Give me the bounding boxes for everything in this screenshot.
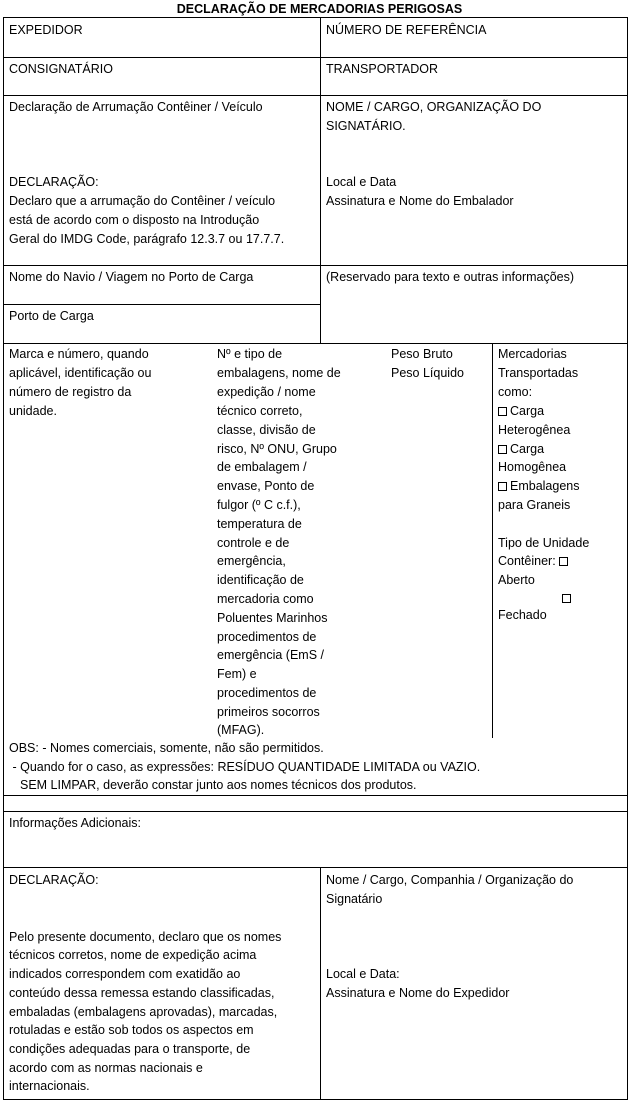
arrumacao-heading: Declaração de Arrumação Contêiner / Veículo: [9, 100, 263, 114]
embalagens-text: controle e de: [217, 536, 290, 550]
embalagens-text: Nº e tipo de: [217, 347, 283, 361]
declaracao-final-label: DECLARAÇÃO:: [9, 873, 99, 887]
grid-line: [3, 95, 628, 96]
aberto-label: Aberto: [498, 573, 535, 587]
peso-liquido-label: Peso Líquido: [391, 366, 464, 380]
embalagens-text: temperatura de: [217, 517, 302, 531]
option-label: Embalagens: [510, 479, 580, 493]
signatario-final-text: Nome / Cargo, Companhia / Organização do: [326, 873, 574, 887]
option-label: Carga: [510, 404, 545, 418]
declaracao-final-text: embaladas (embalagens aprovadas), marcadas,: [9, 1005, 278, 1019]
obs-text: - Quando for o caso, as expressões: RESÍDUO QUANTIDADE LIMITADA ou VAZIO.: [9, 760, 481, 774]
embalagens-text: procedimentos de: [217, 686, 317, 700]
carga-homogenea-option[interactable]: [498, 440, 544, 459]
embalagens-text: Fem) e: [217, 667, 257, 681]
option-label: Carga: [510, 442, 545, 456]
form-title: DECLARAÇÃO DE MERCADORIAS PERIGOSAS: [176, 2, 463, 16]
mercadorias-text: Transportadas: [498, 366, 579, 380]
declaracao-final-text: conteúdo dessa remessa estando classificadas,: [9, 986, 275, 1000]
arrumacao-text: Geral do IMDG Code, parágrafo 12.3.7 ou 17.7.7.: [9, 232, 285, 246]
peso-bruto-label: Peso Bruto: [391, 347, 453, 361]
embalagens-text: Poluentes Marinhos: [217, 611, 328, 625]
embalagens-text: classe, divisão de: [217, 423, 316, 437]
embalagens-text: técnico correto,: [217, 404, 303, 418]
embalagens-text: mercadoria como: [217, 592, 314, 606]
declaracao-final-text: acordo com as normas nacionais e: [9, 1061, 203, 1075]
embalagens-text: fulgor (º C c.f.),: [217, 498, 301, 512]
declaracao-final-text: indicados correspondem com exatidão ao: [9, 967, 241, 981]
arrumacao-text: está de acordo com o disposto na Introdução: [9, 213, 260, 227]
embalagens-text: (MFAG).: [217, 723, 265, 737]
reservado-label: (Reservado para texto e outras informações): [326, 270, 575, 284]
grid-line: [492, 343, 493, 738]
marca-text: aplicável, identificação ou: [9, 366, 152, 380]
checkbox-icon[interactable]: [498, 482, 507, 491]
embalagens-text: primeiros socorros: [217, 705, 320, 719]
embalagens-text: risco, Nº ONU, Grupo: [217, 442, 337, 456]
expedidor-label: EXPEDIDOR: [9, 23, 83, 37]
marca-text: Marca e número, quando: [9, 347, 149, 361]
porto-carga-label: Porto de Carga: [9, 309, 94, 323]
carga-heterogenea-option[interactable]: [498, 402, 544, 421]
embalagens-text: emergência,: [217, 554, 286, 568]
assinatura-expedidor-label: Assinatura e Nome do Expedidor: [326, 986, 510, 1000]
embalagens-text: envase, Ponto de: [217, 479, 315, 493]
local-data-final-label: Local e Data:: [326, 967, 400, 981]
fechado-label: Fechado: [498, 608, 547, 622]
checkbox-icon[interactable]: [498, 445, 507, 454]
arrumacao-declaracao-label: DECLARAÇÃO:: [9, 175, 99, 189]
grid-line: [320, 867, 321, 1099]
grid-line: [3, 867, 628, 868]
signatario-text: NOME / CARGO, ORGANIZAÇÃO DO: [326, 100, 542, 114]
declaracao-final-text: rotuladas e estão sob todos os aspectos em: [9, 1023, 254, 1037]
embalagens-text: de embalagem /: [217, 460, 307, 474]
marca-text: unidade.: [9, 404, 57, 418]
signatario-text: SIGNATÁRIO.: [326, 119, 406, 133]
embalagens-text: embalagens, nome de: [217, 366, 341, 380]
option-label: Homogênea: [498, 460, 567, 474]
obs-text: OBS: - Nomes comerciais, somente, não são permitidos.: [9, 741, 324, 755]
option-label: Heterogênea: [498, 423, 571, 437]
grid-line: [3, 304, 320, 305]
embalagens-text: procedimentos de: [217, 630, 317, 644]
option-label: para Graneis: [498, 498, 571, 512]
declaracao-final-text: técnicos corretos, nome de expedição acima: [9, 948, 257, 962]
option-label: Contêiner:: [498, 554, 556, 568]
local-data-label: Local e Data: [326, 175, 397, 189]
consignatario-label: CONSIGNATÁRIO: [9, 62, 113, 76]
mercadorias-text: Mercadorias: [498, 347, 567, 361]
declaracao-final-text: internacionais.: [9, 1079, 90, 1093]
grid-line: [3, 265, 628, 266]
transportador-label: TRANSPORTADOR: [326, 62, 439, 76]
fechado-checkbox[interactable]: [562, 589, 571, 608]
embalagens-text: identificação de: [217, 573, 304, 587]
grid-line: [3, 795, 628, 796]
navio-label: Nome do Navio / Viagem no Porto de Carga: [9, 270, 254, 284]
tipo-unidade-label: Tipo de Unidade: [498, 536, 590, 550]
embalagens-text: expedição / nome: [217, 385, 316, 399]
arrumacao-text: Declaro que a arrumação do Contêiner / veículo: [9, 194, 276, 208]
conteiner-label: [498, 552, 568, 571]
grid-line: [3, 811, 628, 812]
info-adicionais-label: Informações Adicionais:: [9, 816, 142, 830]
signatario-final-text: Signatário: [326, 892, 383, 906]
grid-line: [3, 343, 628, 344]
declaracao-final-text: Pelo presente documento, declaro que os nomes: [9, 930, 282, 944]
checkbox-icon[interactable]: [562, 594, 571, 603]
obs-text: SEM LIMPAR, deverão constar junto aos nomes técnicos dos produtos.: [20, 778, 417, 792]
mercadorias-text: como:: [498, 385, 533, 399]
assinatura-embalador-label: Assinatura e Nome do Embalador: [326, 194, 514, 208]
marca-text: número de registro da: [9, 385, 132, 399]
grid-line: [3, 57, 628, 58]
embalagens-text: emergência (EmS /: [217, 648, 324, 662]
embalagens-graneis-option[interactable]: [498, 477, 580, 496]
checkbox-icon[interactable]: [559, 557, 568, 566]
checkbox-icon[interactable]: [498, 407, 507, 416]
declaracao-final-text: condições adequadas para o transporte, de: [9, 1042, 251, 1056]
grid-line: [320, 17, 321, 344]
numero-referencia-label: NÚMERO DE REFERÊNCIA: [326, 23, 487, 37]
